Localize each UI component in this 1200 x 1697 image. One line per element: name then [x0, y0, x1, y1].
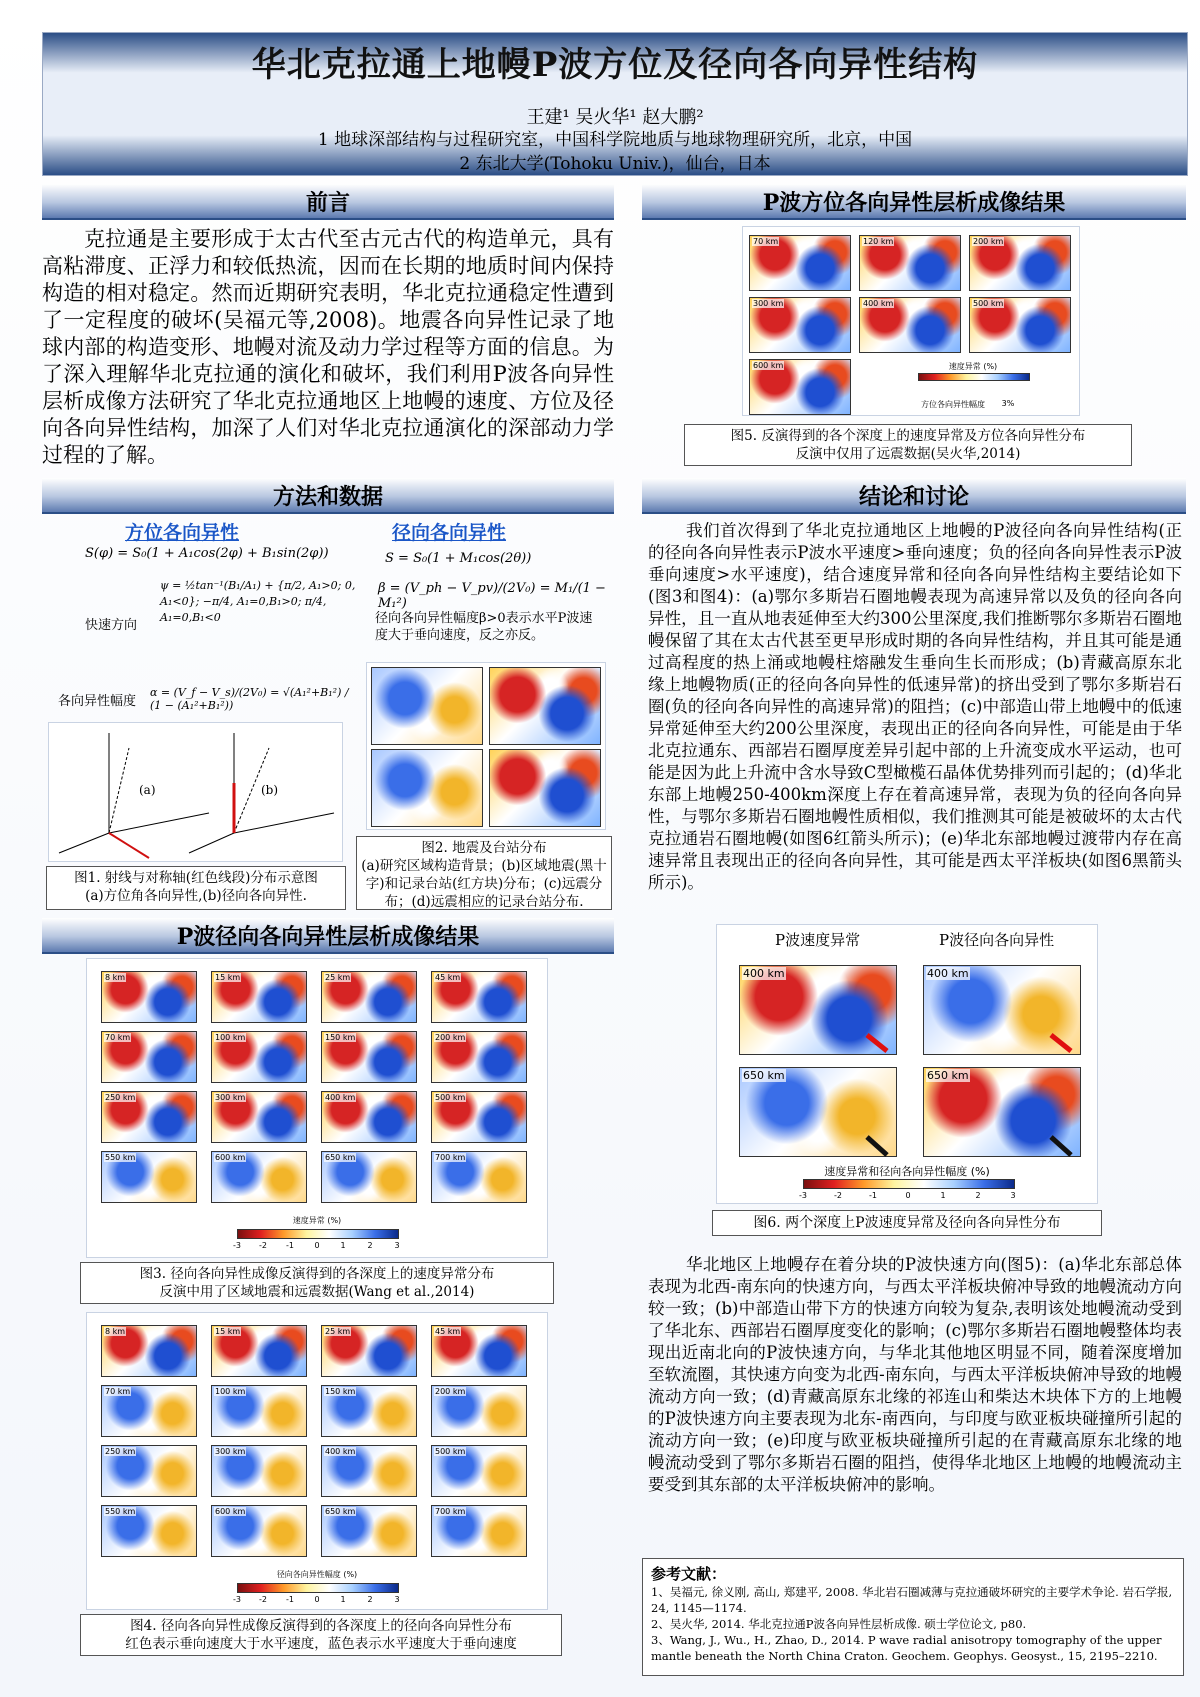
fig6-depth-label: 650 km: [743, 1069, 785, 1082]
cb-tick: 1: [340, 1595, 346, 1604]
fig4-map: [101, 1505, 197, 1557]
fig2-caption: [356, 836, 612, 910]
fig5-caption-line2: 反演中仅用了远震数据(吴火华,2014): [795, 446, 1021, 462]
azimuthal-results-heading: P波方位各向异性层析成像结果: [642, 184, 1186, 220]
fig3-depth-label: 45 km: [435, 973, 461, 982]
fig3-depth-label: 70 km: [105, 1033, 131, 1042]
fig4-map: [101, 1445, 197, 1497]
fig4-map: [211, 1445, 307, 1497]
fig5-map: [859, 235, 961, 291]
fig3-depth-label: 300 km: [215, 1093, 246, 1102]
fig3-map: [431, 1151, 527, 1203]
fig4-depth-label: 400 km: [325, 1447, 356, 1456]
fig4-map: [211, 1505, 307, 1557]
fig5-colorbar-label: 速度异常 (%): [948, 362, 998, 371]
methods-heading: 方法和数据: [42, 478, 614, 514]
fig3-map: [101, 1091, 197, 1143]
fig4-colorbar-label: 径向各向异性幅度 (%): [276, 1570, 358, 1579]
fig5-depth-label: 400 km: [863, 299, 894, 308]
cb-tick: -1: [286, 1595, 294, 1604]
cb-tick: -1: [286, 1241, 294, 1250]
fig3-caption-line2: 反演中用了区域地震和远震数据(Wang et al.,2014): [159, 1284, 475, 1300]
fig4-depth-label: 150 km: [325, 1387, 356, 1396]
fig5-depth-label: 200 km: [973, 237, 1004, 246]
radial-equation: S = S₀(1 + M₁cos(2θ)): [385, 551, 532, 566]
fig4-caption-line2: 红色表示垂向速度大于水平速度，蓝色表示水平速度大于垂向速度: [125, 1636, 517, 1652]
references-heading: 参考文献：: [651, 1565, 727, 1583]
fig5-scale-value: 3%: [1001, 399, 1015, 408]
fig2-map-a: [371, 667, 483, 745]
fig4-map: [101, 1385, 197, 1437]
fig3-map: [211, 971, 307, 1023]
fig2-caption-line2: (a)研究区域构造背景；(b)区域地震(黑十字)和记录台站(红方块)分布；(c)远震分布；(d)远震相应的记录台站分布.: [361, 858, 607, 910]
fig4-caption: [80, 1614, 562, 1656]
fig2-map-d: [489, 749, 601, 827]
fig1-caption-line1: 图1. 射线与对称轴(红色线段)分布示意图: [74, 870, 318, 886]
fig5-caption-line1: 图5. 反演得到的各个深度上的速度异常及方位各向异性分布: [730, 428, 1086, 444]
fig3-map: [321, 971, 417, 1023]
fig4-map: [431, 1325, 527, 1377]
beta-equation: β = (V_ph − V_pv)/(2V₀) = M₁/(1 − M₁²): [378, 581, 606, 611]
fig5-colorbar: [918, 373, 1030, 381]
cb-tick: 3: [394, 1595, 400, 1604]
fig4-depth-label: 300 km: [215, 1447, 246, 1456]
fig4-depth-label: 25 km: [325, 1327, 351, 1336]
reference-item: 1、吴福元, 徐义刚, 高山, 郑建平, 2008. 华北岩石圈减薄与克拉通破坏研究的主要学术争论. 岩石学报, 24, 1145—1174.: [651, 1585, 1173, 1615]
fig3-map: [101, 1151, 197, 1203]
fig6-caption: 图6. 两个深度上P波速度异常及径向各向异性分布: [712, 1210, 1102, 1236]
intro-text: 克拉通是主要形成于太古代至古元古代的构造单元，具有高粘滞度、正浮力和较低热流，因而在长期的地质时间内保持构造的相对稳定。然而近期研究表明，华北克拉通稳定性遭到了一定程度的破坏(吴福元等,2008)。地震各向异性记录了地球内部的构造变形、地幔对流及动力学过程等方面的信息。为了深入理解华北克拉通的演化和破坏，我们利用P波各向异性层析成像方法研究了华北克拉通地区上地幔的速度、方位及径向各向异性结构，加深了人们对华北克拉通演化的深部动力学过程的了解。: [42, 227, 614, 467]
fig5-map: [969, 297, 1071, 353]
red-arrow-icon: [867, 1035, 887, 1051]
fig4-map: [211, 1325, 307, 1377]
fig3-map: [431, 1091, 527, 1143]
fig4-map: [321, 1445, 417, 1497]
fig4-depth-label: 700 km: [435, 1507, 466, 1516]
fig3-depth-label: 200 km: [435, 1033, 466, 1042]
fig3-depth-label: 15 km: [215, 973, 241, 982]
title-banner: [42, 32, 1188, 176]
fig3-colorbar: [237, 1229, 399, 1239]
cb-tick: -2: [259, 1595, 267, 1604]
fig4-map: [101, 1325, 197, 1377]
cb-tick: 1: [340, 1241, 346, 1250]
fig5-depth-label: 70 km: [753, 237, 779, 246]
diagram-label-a: (a): [139, 783, 156, 797]
fig4-map: [321, 1325, 417, 1377]
fig3-map: [431, 971, 527, 1023]
fig6-head-velocity: P波速度异常: [775, 931, 861, 949]
fig3-depth-label: 650 km: [325, 1153, 356, 1162]
intro-heading: 前言: [42, 184, 614, 220]
fig4-depth-label: 250 km: [105, 1447, 136, 1456]
fig6-head-anisotropy: P波径向各向异性: [939, 931, 1055, 949]
fig4-map: [431, 1505, 527, 1557]
fig5-caption: [684, 424, 1132, 466]
diagram-label-b: (b): [261, 783, 279, 797]
cb-tick: -3: [233, 1595, 241, 1604]
conclusion-text-1: 我们首次得到了华北克拉通地区上地幔的P波径向各向异性结构(正的径向各向异性表示P波水平速度>垂向速度；负的径向各向异性表示P波垂向速度>水平速度)，结合速度异常和径向各向异性结构主要结论如下(图3和图4)：(a)鄂尔多斯岩石圈地幔表现为高速异常以及负的径向各向异性，且一直从地表延伸至大约300公里深度,我们推断鄂尔多斯岩石圈地幔保留了其在太古代甚至更早形成时期的各向异性结构，并且其可能是通过高程度的热上涌或地幔柱熔融发生垂向生长而形成；(b)青藏高原东北缘上地幔物质(正的径向各向异性的低速异常)的挤出受到了鄂尔多斯岩石圈(负的径向各向异性的高速异常)的阻挡；(c)中部造山带上地幔中的低速异常延伸至大约200公里深度，表现出正的径向各向异性，可能是由于华北克拉通东、西部岩石圈厚度差异引起中部的上升流变成水平运动，也可能是因为此上升流中含水导致C型橄榄石晶体优势排列而引起的；(d)华北东部上地幔250-400km深度上存在着高速异常，表现为负的径向各向异性，与鄂尔多斯岩石圈地幔性质相似，我们推测其可能是被破坏的太古代克拉通岩石圈地幔(如图6红箭头所示)；(e)华北东部地幔过渡带内存在高速异常且表现出正的径向各向异性，其可能是西太平洋板块(如图6黑箭头所示)。: [648, 521, 1182, 892]
fig5-map: [749, 235, 851, 291]
fig3-depth-label: 25 km: [325, 973, 351, 982]
conclusion-heading: 结论和讨论: [642, 478, 1186, 514]
fig1-caption: [46, 866, 346, 910]
fig4-colorbar: [237, 1583, 399, 1593]
fig5-map: [749, 359, 851, 415]
fig3-map: [321, 1091, 417, 1143]
fig3-depth-label: 400 km: [325, 1093, 356, 1102]
fig2-map-c: [371, 749, 483, 827]
fig4-map: [431, 1445, 527, 1497]
fig3-map: [101, 971, 197, 1023]
radial-results-heading: P波径向各向异性层析成像结果: [42, 918, 614, 954]
fig5-depth-label: 120 km: [863, 237, 894, 246]
cb-tick: 1: [940, 1191, 946, 1200]
fig2-caption-line1: 图2. 地震及台站分布: [421, 840, 547, 856]
fig3-panel: [86, 958, 548, 1258]
fig3-depth-label: 150 km: [325, 1033, 356, 1042]
cb-tick: 3: [1010, 1191, 1016, 1200]
fig2-map-b: [489, 667, 601, 745]
azimuthal-equation: S(φ) = S₀(1 + A₁cos(2φ) + B₁sin(2φ)): [85, 546, 329, 561]
cb-tick: 0: [314, 1595, 320, 1604]
fig3-caption: [80, 1262, 554, 1304]
authors: 王建¹ 吴火华¹ 赵大鹏²: [526, 107, 704, 128]
radial-note: 径向各向异性幅度β>0表示水平P波速度大于垂向速度，反之亦反。: [375, 611, 593, 643]
cb-tick: -2: [259, 1241, 267, 1250]
azimuthal-anisotropy-heading: 方位各向异性: [125, 522, 240, 544]
cb-tick: -1: [869, 1191, 877, 1200]
fig1-caption-line2: (a)方位角各向异性,(b)径向各向异性.: [85, 888, 307, 904]
fig3-depth-label: 500 km: [435, 1093, 466, 1102]
fig2-maps: [366, 662, 606, 830]
ray-diagram: [48, 722, 343, 862]
affiliation-2: 2 东北大学(Tohoku Univ.)，仙台，日本: [459, 154, 771, 174]
fig5-depth-label: 300 km: [753, 299, 784, 308]
cb-tick: 0: [314, 1241, 320, 1250]
fig6-colorbar: [803, 1179, 1015, 1189]
fig4-depth-label: 550 km: [105, 1507, 136, 1516]
fast-direction-label: 快速方向: [85, 618, 138, 633]
fig4-panel: [86, 1312, 548, 1610]
fig4-map: [321, 1505, 417, 1557]
fig3-map: [211, 1031, 307, 1083]
cb-tick: 2: [367, 1595, 373, 1604]
black-arrow-icon: [1051, 1137, 1071, 1155]
cb-tick: 2: [367, 1241, 373, 1250]
fig3-depth-label: 550 km: [105, 1153, 136, 1162]
fig3-map: [101, 1031, 197, 1083]
radial-anisotropy-heading: 径向各向异性: [392, 522, 507, 544]
fig4-depth-label: 8 km: [105, 1327, 126, 1336]
fig4-depth-label: 45 km: [435, 1327, 461, 1336]
references-box: [642, 1558, 1184, 1676]
fig3-depth-label: 250 km: [105, 1093, 136, 1102]
fig4-depth-label: 70 km: [105, 1387, 131, 1396]
fig4-map: [431, 1385, 527, 1437]
ray-diagram-svg: [49, 723, 343, 862]
fig3-map: [321, 1031, 417, 1083]
black-arrow-icon: [867, 1137, 887, 1155]
fig4-depth-label: 600 km: [215, 1507, 246, 1516]
fig3-depth-label: 700 km: [435, 1153, 466, 1162]
fig6-depth-label: 650 km: [927, 1069, 969, 1082]
fig6-panel: [716, 924, 1098, 1204]
affiliation-1: 1 地球深部结构与过程研究室，中国科学院地质与地球物理研究所，北京，中国: [317, 130, 913, 150]
poster-title: 华北克拉通上地幔P波方位及径向各向异性结构: [251, 45, 979, 85]
fig5-panel: [742, 226, 1080, 416]
fig5-depth-label: 600 km: [753, 361, 784, 370]
red-arrow-icon: [1051, 1035, 1071, 1051]
fig3-map: [431, 1031, 527, 1083]
cb-tick: -3: [799, 1191, 807, 1200]
fig5-map: [859, 297, 961, 353]
cb-tick: -3: [233, 1241, 241, 1250]
fig4-caption-line1: 图4. 径向各向异性成像反演得到的各深度上的径向各向异性分布: [130, 1618, 512, 1634]
amplitude-label: 各向异性幅度: [58, 694, 137, 709]
fig4-depth-label: 650 km: [325, 1507, 356, 1516]
cb-tick: 0: [905, 1191, 911, 1200]
cb-tick: -2: [834, 1191, 842, 1200]
fig4-map: [211, 1385, 307, 1437]
fig5-scale-label: 方位各向异性幅度: [921, 400, 985, 409]
fig6-colorbar-label: 速度异常和径向各向异性幅度 (%): [824, 1165, 990, 1178]
fig3-map: [321, 1151, 417, 1203]
fast-direction-equation: ψ = ½tan⁻¹(B₁/A₁) + {π/2, A₁>0; 0, A₁<0}; −π/4, A₁=0,B₁>0; π/4, A₁=0,B₁<0: [160, 579, 356, 624]
fig6-depth-label: 400 km: [743, 967, 785, 980]
fig3-depth-label: 8 km: [105, 973, 126, 982]
fig4-depth-label: 15 km: [215, 1327, 241, 1336]
fig3-colorbar-label: 速度异常 (%): [292, 1216, 342, 1225]
cb-tick: 2: [975, 1191, 981, 1200]
fig3-map: [211, 1091, 307, 1143]
fig5-depth-label: 500 km: [973, 299, 1004, 308]
fig4-depth-label: 100 km: [215, 1387, 246, 1396]
fig3-depth-label: 100 km: [215, 1033, 246, 1042]
fig3-depth-label: 600 km: [215, 1153, 246, 1162]
fig6-depth-label: 400 km: [927, 967, 969, 980]
fig5-map: [749, 297, 851, 353]
reference-item: 2、吴火华, 2014. 华北克拉通P波各向异性层析成像. 硕士学位论文, p80.: [651, 1617, 1027, 1631]
fig3-map: [211, 1151, 307, 1203]
fig4-depth-label: 500 km: [435, 1447, 466, 1456]
conclusion-text-2: 华北地区上地幔存在着分块的P波快速方向(图5)：(a)华北东部总体表现为北西-南东向的快速方向，与西太平洋板块俯冲导致的地幔流动方向较一致；(b)中部造山带下方的快速方向较为复杂,表明该处地幔流动受到了华北东、西部岩石圈厚度变化的影响；(c)鄂尔多斯岩石圈地幔整体均表现出近南北向的P波快速方向，与华北其他地区明显不同，随着深度增加至软流圈，其快速方向变为北西-南东向，与西太平洋板块俯冲导致的地幔流动方向一致；(d)青藏高原东北缘的祁连山和柴达木块体下方的上地幔的P波快速方向主要表现为北东-南西向，与印度与欧亚板块碰撞所引起的流动方向一致；(e)印度与欧亚板块碰撞所引起的在青藏高原东北缘的地幔流动受到了鄂尔多斯岩石圈的阻挡，使得华北地区上地幔的地幔流动主要受到其东部的太平洋板块俯冲的影响。: [648, 1255, 1182, 1494]
fig5-map: [969, 235, 1071, 291]
amplitude-equation: α = (V_f − V_s)/(2V₀) = √(A₁²+B₁²) / (1 − (A₁²+B₁²)): [150, 686, 349, 712]
fig3-caption-line1: 图3. 径向各向异性成像反演得到的各深度上的速度异常分布: [139, 1266, 495, 1282]
cb-tick: 3: [394, 1241, 400, 1250]
fig4-depth-label: 200 km: [435, 1387, 466, 1396]
fig4-map: [321, 1385, 417, 1437]
reference-item: 3、Wang, J., Wu., H., Zhao, D., 2014. P wave radial anisotropy tomography of the upper mantle beneath the North China Craton. Geochem. Geophys. Geosyst., 15, 2195–2210.: [651, 1633, 1162, 1663]
